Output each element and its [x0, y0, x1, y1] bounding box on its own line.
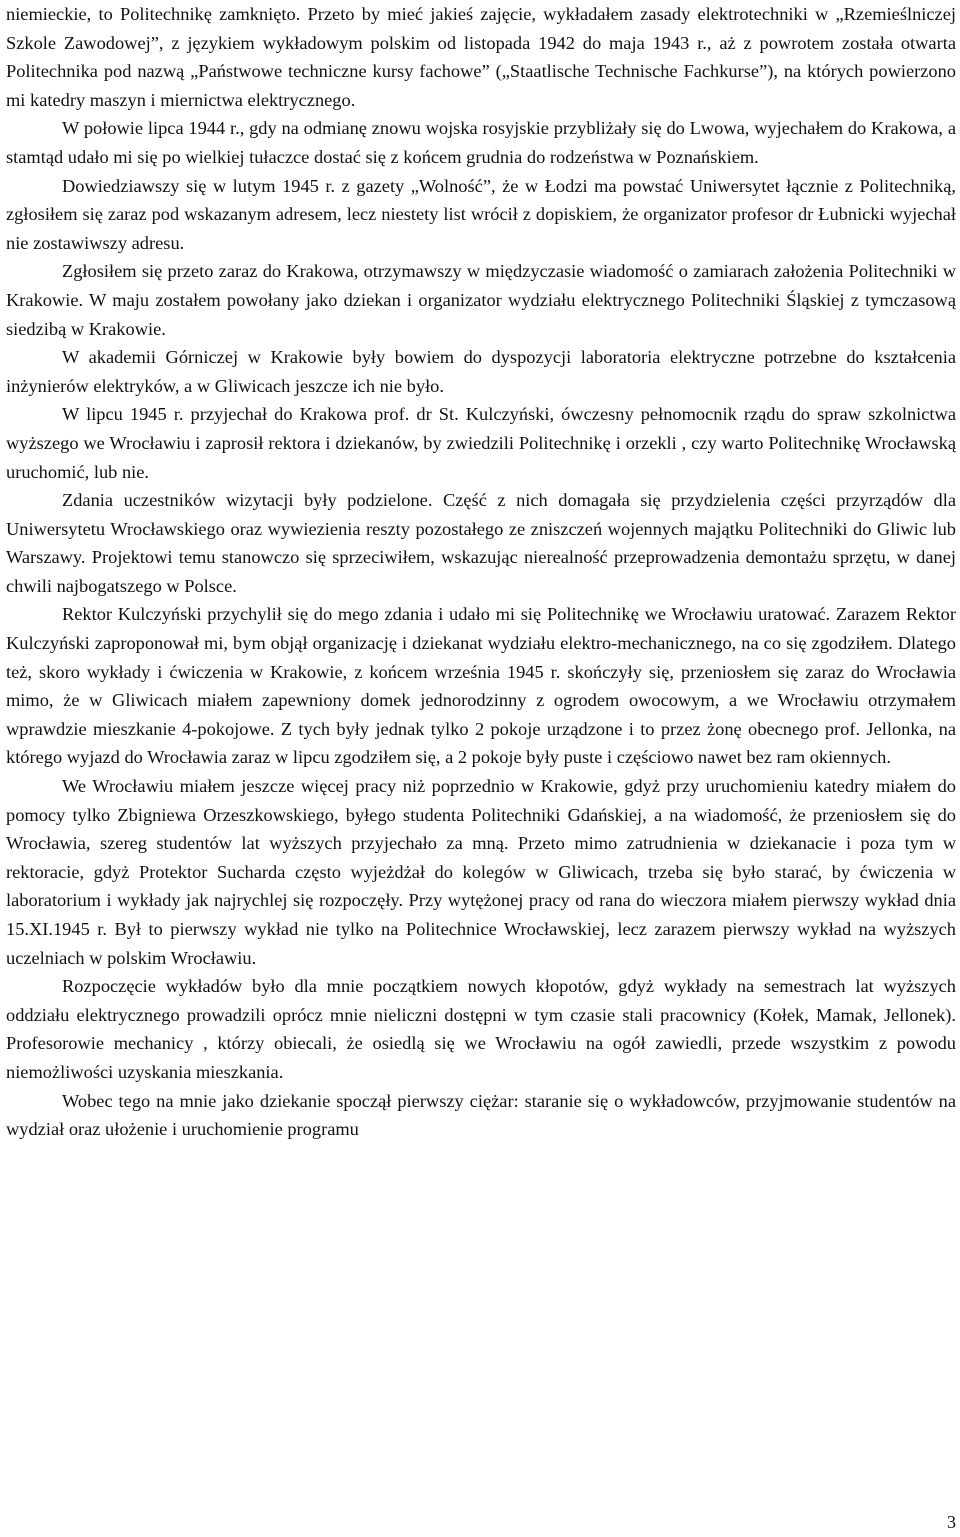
paragraph-11: Wobec tego na mnie jako dziekanie spoczął pierwszy ciężar: staranie się o wykładowców, przyjmowanie studentów na wydział oraz ułożenie i uruchomienie programu	[6, 1090, 956, 1140]
paragraph-4: Zgłosiłem się przeto zaraz do Krakowa, otrzymawszy w międzyczasie wiadomość o zamiarach założenia Politechniki w Krakowie. W maju zostałem powołany jako dziekan i organizator wydziału elektrycznego Politechniki Śląskiej z tymczasową siedzibą w Krakowie.	[6, 261, 956, 339]
paragraph-8: Rektor Kulczyński przychylił się do mego zdania i udało mi się Politechnikę we Wrocławiu uratować. Zarazem Rektor Kulczyński zaproponował mi, bym objął organizację i dziekanat wydziału elektro-mechanicznego, na co się zgodziłem. Dlatego też, skoro wykłady i ćwiczenia w Krakowie, z końcem września 1945 r. skończyły się, przeniosłem się zaraz do Wrocławia mimo, że w Gliwicach miałem zapewniony domek jednorodzinny z ogrodem owocowym, a we Wrocławiu otrzymałem wprawdzie mieszkanie 4-pokojowe. Z tych były jednak tylko 2 pokoje urządzone i to przez żonę obecnego prof. Jellonka, na którego wyjazd do Wrocławia zaraz w lipcu zgodziłem się, a 2 pokoje były puste i częściowo nawet bez ram okiennych.	[6, 604, 956, 768]
paragraph-5: W akademii Górniczej w Krakowie były bowiem do dyspozycji laboratoria elektryczne potrzebne do kształcenia inżynierów elektryków, a w Gliwicach jeszcze ich nie było.	[6, 347, 956, 396]
paragraph-3: Dowiedziawszy się w lutym 1945 r. z gazety „Wolność”, że w Łodzi ma powstać Uniwersytet łącznie z Politechniką, zgłosiłem się zaraz pod wskazanym adresem, lecz niestety list wrócił z dopiskiem, że organizator profesor dr Łubnicki wyjechał nie zostawiwszy adresu.	[6, 175, 956, 253]
paragraph-6: W lipcu 1945 r. przyjechał do Krakowa prof. dr St. Kulczyński, ówczesny pełnomocnik rządu do spraw szkolnictwa wyższego we Wrocławiu i zaprosił rektora i dziekanów, by zwiedzili Politechnikę i orzekli , czy warto Politechnikę Wrocławską uruchomić, lub nie.	[6, 404, 956, 482]
document-body	[6, 0, 956, 1144]
page-number: 3	[947, 1512, 956, 1532]
paragraph-7: Zdania uczestników wizytacji były podzielone. Część z nich domagała się przydzielenia części przyrządów dla Uniwersytetu Wrocławskiego oraz wywiezienia reszty pozostałego ze zniszczeń wojennych majątku Politechniki do Gliwic lub Warszawy. Projektowi temu stanowczo się sprzeciwiłem, wskazując nierealność przeprowadzenia demontażu sprzętu, w danej chwili najbogatszego w Polsce.	[6, 490, 956, 596]
paragraph-2: W połowie lipca 1944 r., gdy na odmianę znowu wojska rosyjskie przybliżały się do Lwowa, wyjechałem do Krakowa, a stamtąd udało mi się po wielkiej tułaczce dostać się z końcem grudnia do rodzeństwa w Poznańskiem.	[6, 118, 956, 167]
paragraph-1: niemieckie, to Politechnikę zamknięto. Przeto by mieć jakieś zajęcie, wykładałem zasady elektrotechniki w „Rzemieślniczej Szkole Zawodowej”, z językiem wykładowym polskim od listopada 1942 do maja 1943 r., aż z powrotem została otwarta Politechnika pod nazwą „Państwowe techniczne kursy fachowe” („Staatlische Technische Fachkurse”), na których powierzono mi katedry maszyn i miernictwa elektrycznego.	[6, 4, 956, 110]
paragraph-9: We Wrocławiu miałem jeszcze więcej pracy niż poprzednio w Krakowie, gdyż przy uruchomieniu katedry miałem do pomocy tylko Zbigniewa Orzeszkowskiego, byłego studenta Politechniki Gdańskiej, a na wiadomość, że przeniosłem się do Wrocławia, szereg studentów lat wyższych przyjechało za mną. Przeto mimo zatrudnienia w dziekanacie i poza tym w rektoracie, gdyż Protektor Sucharda często wyjeżdżał do kolegów w Gliwicach, trzeba się było starać, by ćwiczenia w laboratorium i wykłady jak najrychlej się rozpoczęły. Przy wytężonej pracy od rana do wieczora miałem pierwszy wykład dnia 15.XI.1945 r. Był to pierwszy wykład nie tylko na Politechnice Wrocławskiej, lecz zarazem pierwszy wykład na wyższych uczelniach w polskim Wrocławiu.	[6, 776, 956, 968]
paragraph-10: Rozpoczęcie wykładów było dla mnie początkiem nowych kłopotów, gdyż wykłady na semestrach lat wyższych oddziału elektrycznego prowadzili oprócz mnie nieliczni dostępni w tym czasie stali pracownicy (Kołek, Mamak, Jellonek). Profesorowie mechanicy , którzy obiecali, że osiedlą się we Wrocławiu na ogół zawiedli, przede wszystkim z powodu niemożliwości uzyskania mieszkania.	[6, 976, 956, 1082]
